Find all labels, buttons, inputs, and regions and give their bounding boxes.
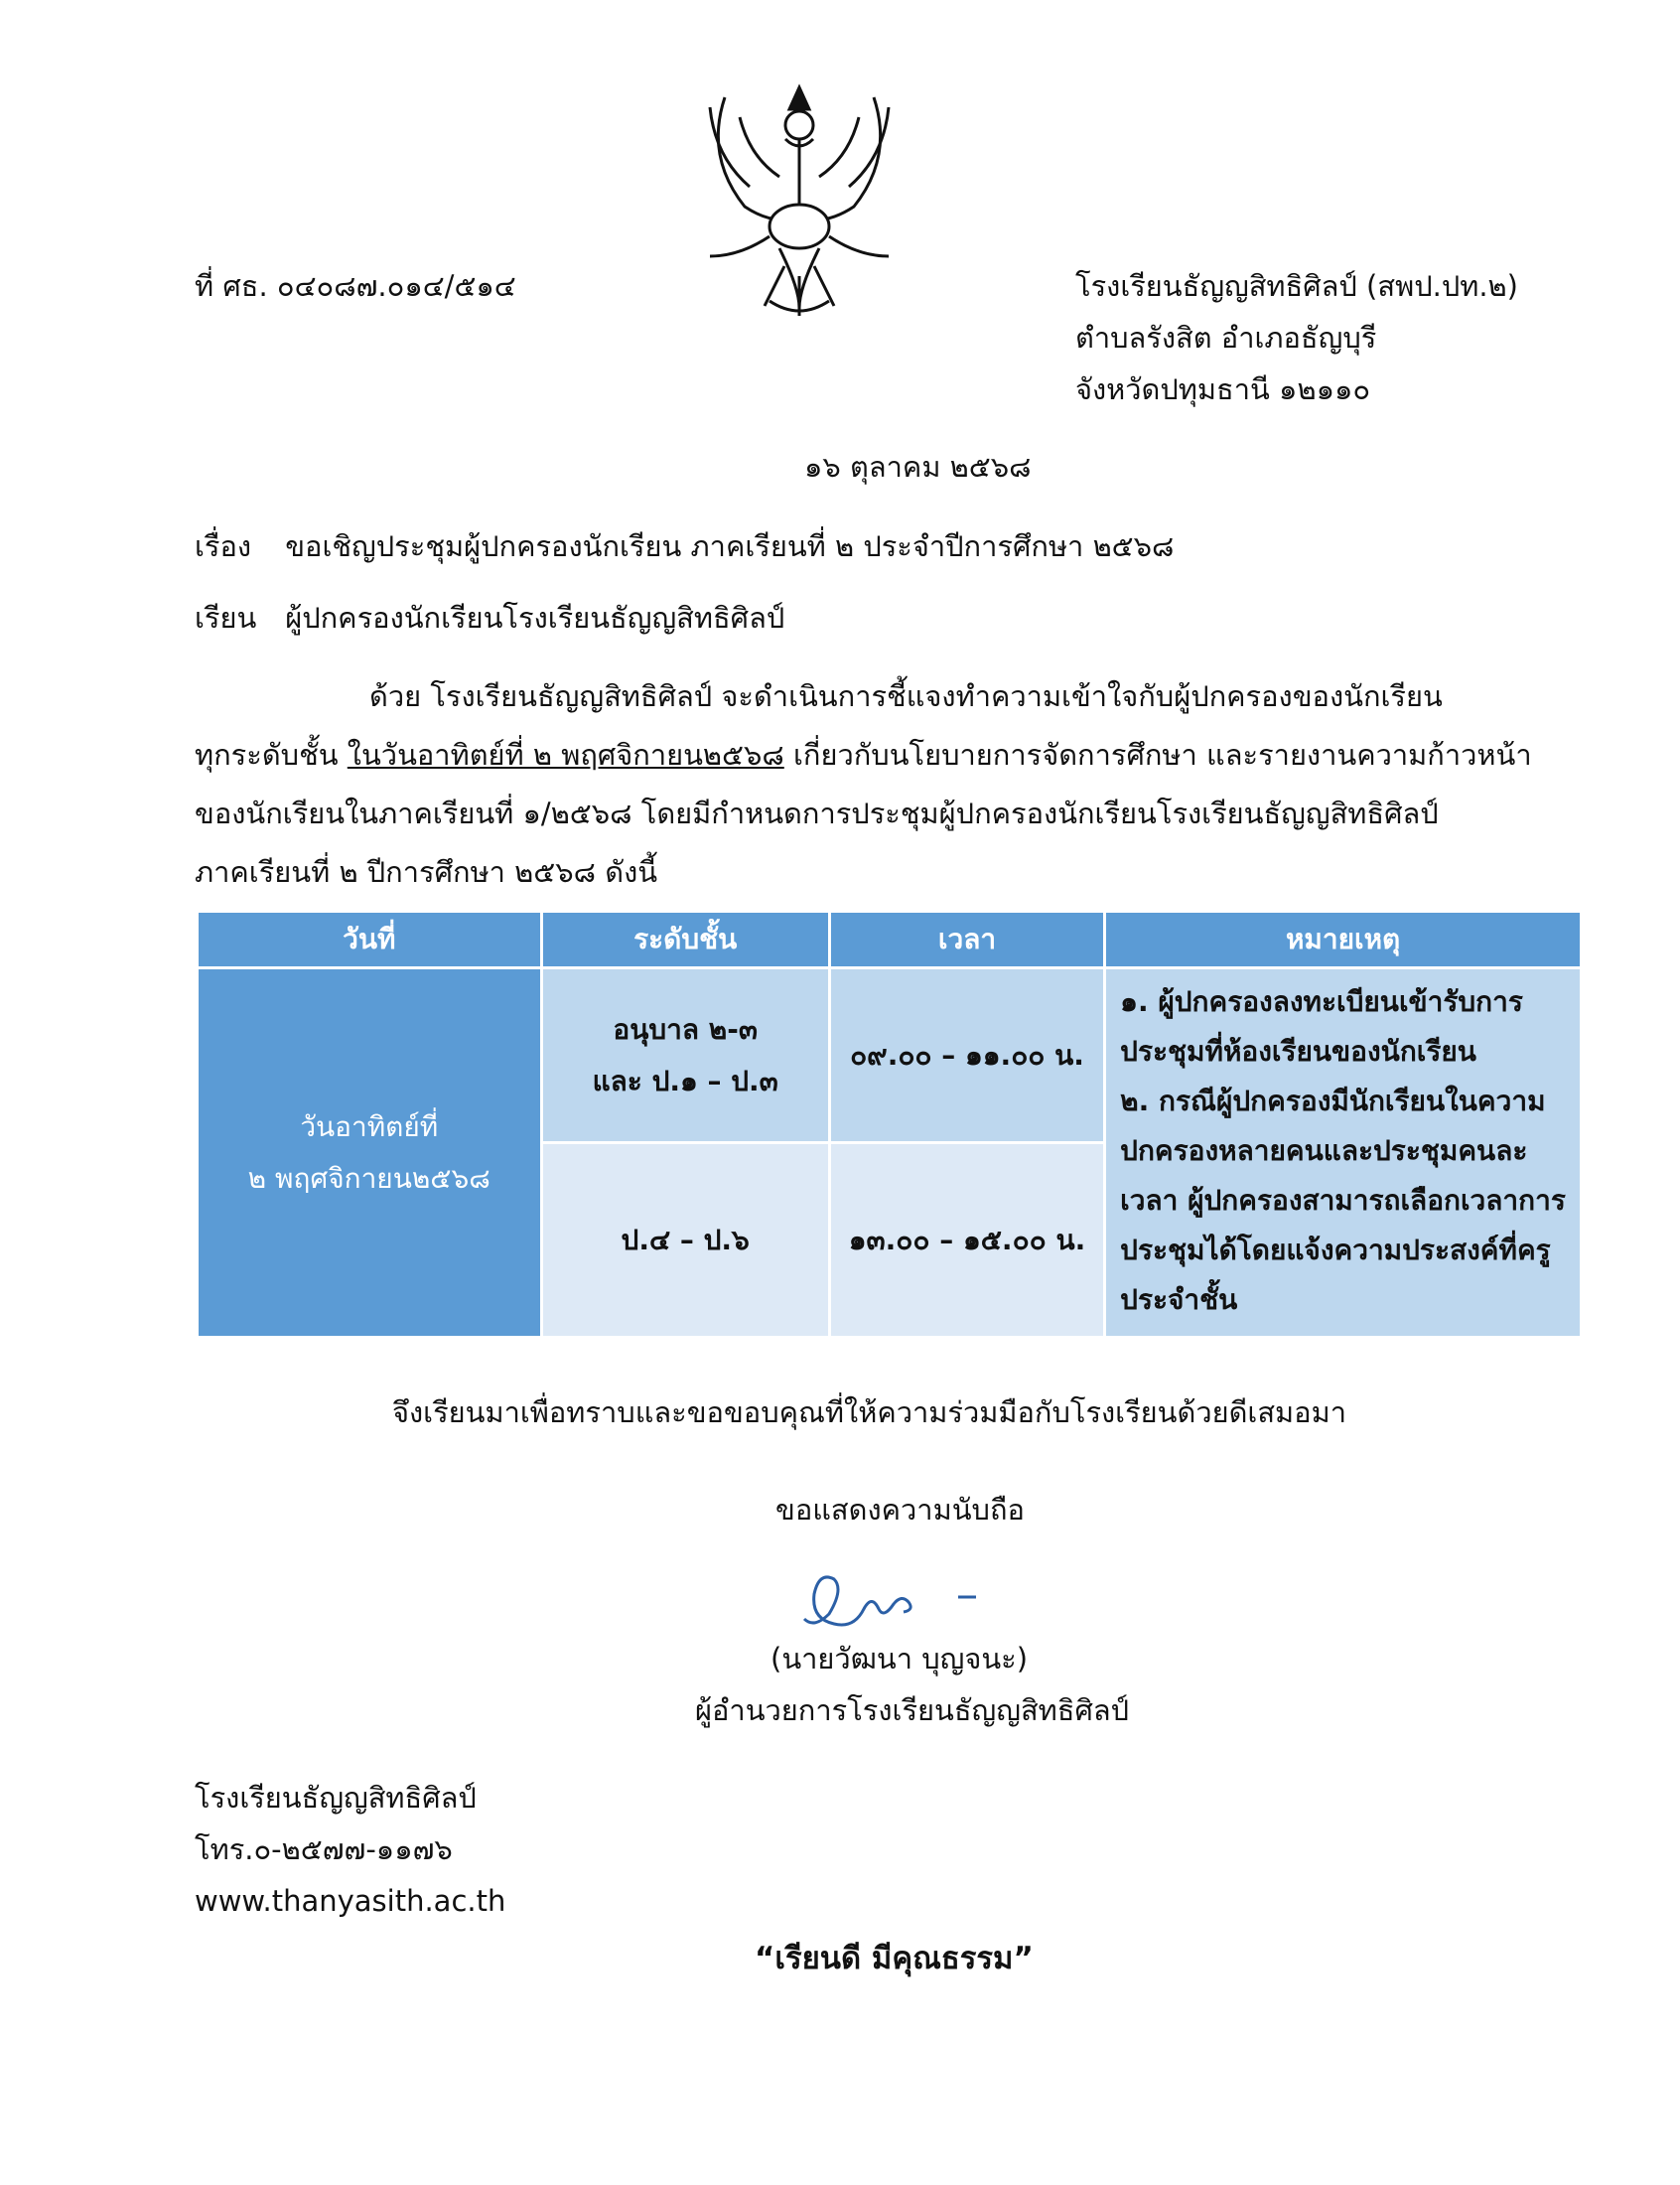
body-line-1: ด้วย โรงเรียนธัญญสิทธิศิลป์ จะดำเนินการชี้แจงทำความเข้าใจกับผู้ปกครองของนักเรียน	[369, 679, 1443, 713]
signer-name: (นายวัฒนา บุญจนะ)	[770, 1642, 1029, 1675]
subject-line	[195, 524, 1174, 568]
subject-text: ขอเชิญประชุมผู้ปกครองนักเรียน ภาคเรียนที่ ๒ ประจำปีการศึกษา ๒๕๖๘	[285, 529, 1175, 563]
garuda-emblem	[685, 77, 913, 326]
meeting-date-line-1: วันอาทิตย์ที่	[300, 1109, 439, 1143]
meeting-date-cell	[198, 968, 542, 1338]
signer-position: ผู้อำนวยการโรงเรียนธัญญสิทธิศิลป์	[695, 1693, 1130, 1727]
body-line-3: ของนักเรียนในภาคเรียนที่ ๑/๒๕๖๘ โดยมีกำหนดการประชุมผู้ปกครองนักเรียนโรงเรียนธัญญสิทธิศิลป์	[195, 797, 1439, 830]
header-time: เวลา	[829, 912, 1104, 968]
header-level: ระดับชั้น	[541, 912, 829, 968]
note-cell	[1105, 968, 1582, 1338]
footer-school: โรงเรียนธัญญสิทธิศิลป์	[195, 1781, 477, 1815]
header-note: หมายเหตุ	[1105, 912, 1582, 968]
note-line: เวลา ผู้ปกครองสามารถเลือกเวลาการ	[1120, 1184, 1566, 1217]
school-address	[1075, 264, 1518, 419]
recipient-text: ผู้ปกครองนักเรียนโรงเรียนธัญญสิทธิศิลป์	[285, 601, 785, 635]
level-line-2: และ ป.๑ – ป.๓	[592, 1064, 778, 1097]
reference-number: ที่ ศธ. ๐๔๐๘๗.๐๑๔/๕๑๔	[195, 269, 516, 303]
meeting-date-highlight: ในวันอาทิตย์ที่ ๒ พฤศจิกายน๒๕๖๘	[347, 738, 784, 772]
subject-label: เรื่อง	[195, 529, 252, 563]
level-cell	[541, 968, 829, 1143]
body-line-2-pre: ทุกระดับชั้น	[195, 738, 348, 772]
note-line: ประชุมได้โดยแจ้งความประสงค์ที่ครู	[1120, 1234, 1551, 1266]
level-line-1: อนุบาล ๒-๓	[613, 1012, 758, 1046]
school-province-line: จังหวัดปทุมธานี ๑๒๑๑๐	[1075, 372, 1371, 406]
recipient-line	[195, 596, 784, 640]
note-line: ๑. ผู้ปกครองลงทะเบียนเข้ารับการ	[1120, 985, 1523, 1018]
school-name-line: โรงเรียนธัญญสิทธิศิลป์ (สพป.ปท.๒)	[1075, 269, 1518, 303]
respect-text: ขอแสดงความนับถือ	[775, 1493, 1025, 1527]
signature	[794, 1559, 993, 1639]
note-line: ประจำชั้น	[1120, 1283, 1238, 1316]
level-cell: ป.๔ – ป.๖	[541, 1143, 829, 1338]
body-line-4: ภาคเรียนที่ ๒ ปีการศึกษา ๒๕๖๘ ดังนี้	[195, 855, 658, 889]
footer-website: www.thanyasith.ac.th	[195, 1884, 506, 1918]
schedule-table	[196, 910, 1583, 1339]
body-line-2-post: เกี่ยวกับนโยบายการจัดการศึกษา และรายงานความก้าวหน้า	[783, 738, 1532, 772]
header-date: วันที่	[198, 912, 542, 968]
footer-contact	[195, 1776, 505, 1931]
body-paragraph	[195, 667, 1532, 902]
note-line: ประชุมที่ห้องเรียนของนักเรียน	[1120, 1035, 1476, 1068]
footer-phone: โทร.๐-๒๕๗๗-๑๑๗๖	[195, 1832, 453, 1866]
body-line-2	[195, 726, 1532, 785]
recipient-label: เรียน	[195, 601, 257, 635]
time-cell: ๐๙.๐๐ – ๑๑.๐๐ น.	[829, 968, 1104, 1143]
school-motto: “เรียนดี มีคุณธรรม”	[755, 1941, 1034, 1976]
closing-text: จึงเรียนมาเพื่อทราบและขอขอบคุณที่ให้ความร่วมมือกับโรงเรียนด้วยดีเสมอมา	[392, 1395, 1346, 1429]
school-district-line: ตำบลรังสิต อำเภอธัญบุรี	[1075, 321, 1377, 355]
note-line: ๒. กรณีผู้ปกครองมีนักเรียนในความ	[1120, 1085, 1546, 1117]
table-row	[198, 968, 1582, 1143]
letter-date: ๑๖ ตุลาคม ๒๕๖๘	[804, 450, 1032, 484]
table-header-row	[198, 912, 1582, 968]
time-cell: ๑๓.๐๐ – ๑๕.๐๐ น.	[829, 1143, 1104, 1338]
note-line: ปกครองหลายคนและประชุมคนละ	[1120, 1134, 1528, 1167]
meeting-date-line-2: ๒ พฤศจิกายน๒๕๖๘	[247, 1161, 490, 1195]
